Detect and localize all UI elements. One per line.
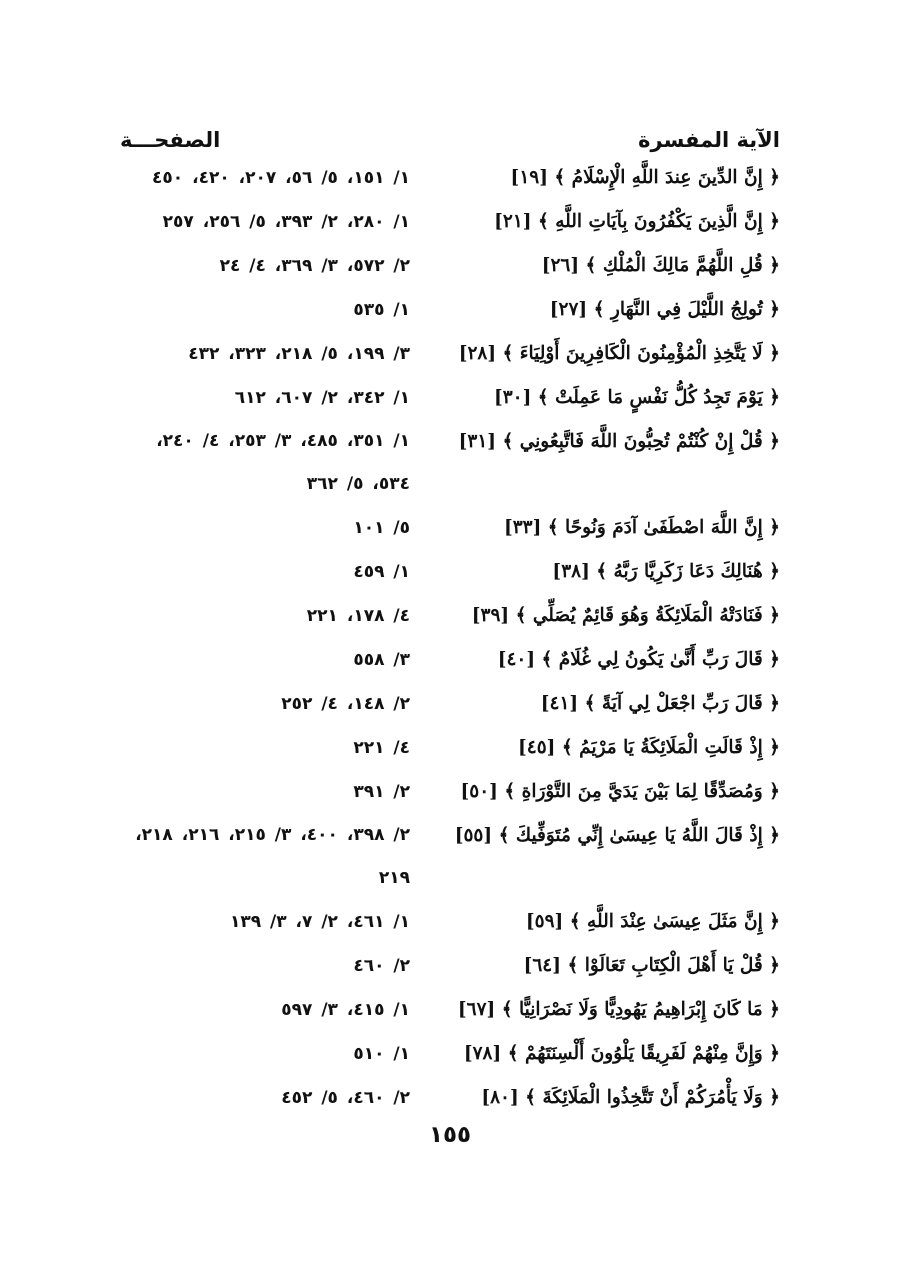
verse-text: ﴿ قُلْ يَا أَهْلَ الْكِتَابِ تَعَالَوْا ﴾ [٦٤] [523, 955, 780, 976]
page-references: ٤/ ٢٢١ [353, 738, 410, 758]
index-row [120, 682, 780, 726]
page-references: ٢/ ٥٧٢، ٣/ ٣٦٩، ٤/ ٢٤ [219, 256, 410, 276]
index-row [120, 376, 780, 420]
verse-text: ﴿ قُلْ إِنْ كُنْتُمْ تُحِبُّونَ اللَّهَ فَاتَّبِعُونِي ﴾ [٣١] [458, 431, 780, 452]
page-references: ٢/ ٤٦٠، ٥/ ٤٥٢ [281, 1088, 410, 1108]
index-row [120, 814, 780, 900]
page-references: ٢/ ١٤٨، ٤/ ٢٥٢ [281, 694, 410, 714]
verse-text: ﴿ مَا كَانَ إِبْرَاهِيمُ يَهُودِيًّا وَلَا نَصْرَانِيًّا ﴾ [٦٧] [457, 999, 780, 1020]
verse-text: ﴿ هُنَالِكَ دَعَا زَكَرِيَّا رَبَّهُ ﴾ [٣٨] [552, 561, 780, 582]
verse-text: ﴿ فَنَادَتْهُ الْمَلَائِكَةُ وَهُوَ قَائِمٌ يُصَلِّي ﴾ [٣٩] [471, 605, 780, 626]
verse-text: ﴿ تُولِجُ اللَّيْلَ فِي النَّهَارِ ﴾ [٢٧] [549, 299, 780, 320]
index-row [120, 988, 780, 1032]
verse-text: ﴿ قُلِ اللَّهُمَّ مَالِكَ الْمُلْكِ ﴾ [٢٦] [541, 255, 780, 276]
index-row [120, 638, 780, 682]
verse-text: ﴿ وَلَا يَأْمُرَكُمْ أَنْ تَتَّخِذُوا الْمَلَائِكَةَ ﴾ [٨٠] [481, 1087, 780, 1108]
page-references: ٢/ ٣٩١ [353, 782, 410, 802]
index-row [120, 944, 780, 988]
index-page [120, 112, 780, 1120]
index-row [120, 200, 780, 244]
verse-text: ﴿ إِذْ قَالَتِ الْمَلَائِكَةُ يَا مَرْيَمُ ﴾ [٤٥] [518, 737, 780, 758]
page-references: ١/ ٢٨٠، ٢/ ٣٩٣، ٥/ ٢٥٦، ٢٥٧ [162, 212, 410, 232]
page-number: ١٥٥ [428, 1122, 472, 1148]
index-row [120, 594, 780, 638]
page-references: ٤/ ١٧٨، ٢٢١ [306, 606, 410, 626]
index-row [120, 288, 780, 332]
page-references: ١/ ٤١٥، ٣/ ٥٩٧ [281, 1000, 410, 1020]
page-references: ٣/ ١٩٩، ٥/ ٢١٨، ٣٢٣، ٤٣٢ [188, 344, 410, 364]
index-row [120, 550, 780, 594]
page-references: ١/ ٥١٠ [353, 1044, 410, 1064]
verse-text: ﴿ قَالَ رَبِّ أَنَّىٰ يَكُونُ لِي غُلَامٌ ﴾ [٤٠] [497, 649, 780, 670]
page-references: ١/ ٤٦١، ٢/ ٧، ٣/ ١٣٩ [229, 912, 410, 932]
page-references: ٥/ ١٠١ [353, 518, 410, 538]
index-row [120, 900, 780, 944]
verse-text: ﴿ يَوْمَ تَجِدُ كُلُّ نَفْسٍ مَا عَمِلَتْ ﴾ [٣٠] [493, 387, 780, 408]
index-row [120, 156, 780, 200]
verse-column-header: الآية المفسرة [638, 128, 780, 152]
verse-text: ﴿ إِذْ قَالَ اللَّهُ يَا عِيسَىٰ إِنِّي مُتَوَفِّيكَ ﴾ [٥٥] [454, 825, 780, 846]
index-row [120, 244, 780, 288]
page-references: ١/ ٣٤٢، ٢/ ٦٠٧، ٦١٢ [234, 388, 410, 408]
index-row [120, 420, 780, 506]
verse-text: ﴿ إِنَّ اللَّهَ اصْطَفَىٰ آدَمَ وَنُوحًا ﴾ [٣٣] [503, 517, 780, 538]
verse-text: ﴿ لَا يَتَّخِذِ الْمُؤْمِنُونَ الْكَافِرِينَ أَوْلِيَاءَ ﴾ [٢٨] [458, 343, 780, 364]
verse-text: ﴿ وَإِنَّ مِنْهُمْ لَفَرِيقًا يَلْوُونَ أَلْسِنَتَهُمْ ﴾ [٧٨] [463, 1043, 780, 1064]
page-references: ٢/ ٤٦٠ [353, 956, 410, 976]
index-row [120, 332, 780, 376]
index-row [120, 1032, 780, 1076]
index-rows [120, 156, 780, 1120]
page-references: ١/ ٣٥١، ٤٨٥، ٣/ ٢٥٣، ٤/ ٢٤٠، ٥٣٤، ٥/ ٣٦٢ [156, 431, 410, 494]
verse-text: ﴿ قَالَ رَبِّ اجْعَلْ لِي آيَةً ﴾ [٤١] [540, 693, 780, 714]
index-row [120, 770, 780, 814]
verse-text: ﴿ إِنَّ الدِّينَ عِندَ اللَّهِ الْإِسْلَامُ ﴾ [١٩] [510, 167, 780, 188]
page-references: ٢/ ٣٩٨، ٤٠٠، ٣/ ٢١٥، ٢١٦، ٢١٨، ٢١٩ [135, 825, 410, 888]
index-row [120, 726, 780, 770]
table-header [120, 112, 780, 152]
page-column-header: الصفحـــة [120, 128, 221, 152]
index-row [120, 1076, 780, 1120]
page-references: ١/ ٤٥٩ [353, 562, 410, 582]
verse-text: ﴿ إِنَّ مَثَلَ عِيسَىٰ عِنْدَ اللَّهِ ﴾ [٥٩] [525, 911, 780, 932]
page-references: ١/ ١٥١، ٥/ ٥٦، ٢٠٧، ٤٢٠، ٤٥٠ [152, 168, 410, 188]
index-row [120, 506, 780, 550]
verse-text: ﴿ وَمُصَدِّقًا لِمَا بَيْنَ يَدَيَّ مِنَ التَّوْرَاةِ ﴾ [٥٠] [460, 781, 780, 802]
verse-text: ﴿ إِنَّ الَّذِينَ يَكْفُرُونَ بِآيَاتِ اللَّهِ ﴾ [٢١] [494, 211, 780, 232]
page-references: ٣/ ٥٥٨ [353, 650, 410, 670]
page-references: ١/ ٥٣٥ [353, 300, 410, 320]
